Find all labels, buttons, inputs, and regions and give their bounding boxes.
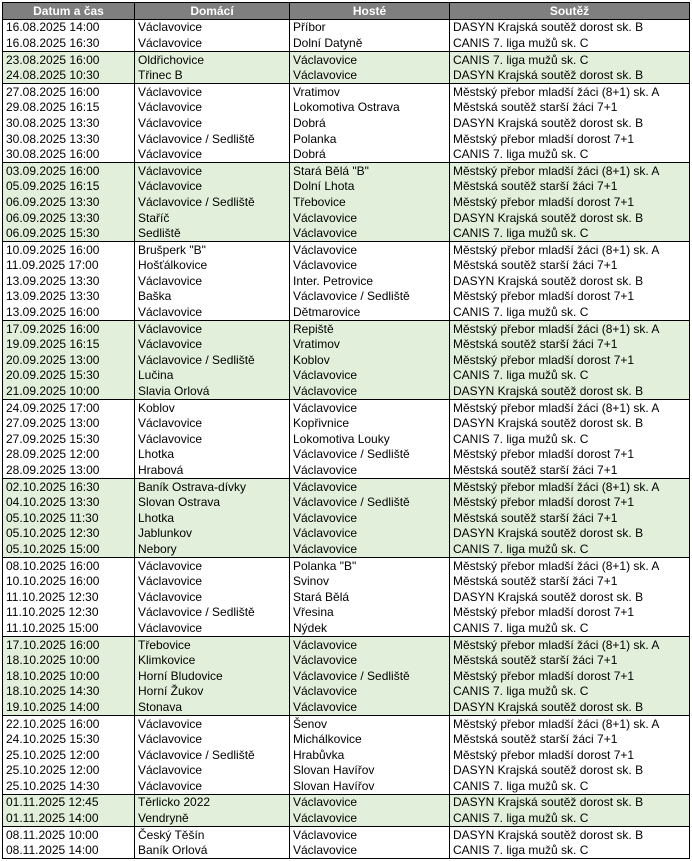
competition: Městský přebor mladší dorost 7+1 bbox=[450, 131, 690, 147]
home-team: Václavovice bbox=[135, 557, 290, 573]
home-team: Klimkovice bbox=[135, 652, 290, 668]
competition: Městský přebor mladší žáci (8+1) sk. A bbox=[450, 399, 690, 415]
home-team: Václavovice bbox=[135, 320, 290, 336]
table-row bbox=[3, 731, 690, 747]
away-team: Václavovice bbox=[290, 478, 450, 494]
home-team: Václavovice / Sedliště bbox=[135, 131, 290, 147]
table-row bbox=[3, 383, 690, 399]
competition: CANIS 7. liga mužů sk. C bbox=[450, 778, 690, 794]
match-datetime: 05.10.2025 12:30 bbox=[3, 526, 135, 542]
home-team: Václavovice / Sedliště bbox=[135, 747, 290, 763]
home-team: Lhotka bbox=[135, 447, 290, 463]
away-team: Václavovice / Sedliště bbox=[290, 289, 450, 305]
home-team: Oldřichovice bbox=[135, 51, 290, 67]
competition: Městská soutěž starší žáci 7+1 bbox=[450, 510, 690, 526]
home-team: Český Těšín bbox=[135, 826, 290, 842]
competition: Městská soutěž starší žáci 7+1 bbox=[450, 179, 690, 195]
match-datetime: 05.09.2025 16:15 bbox=[3, 179, 135, 195]
table-row bbox=[3, 210, 690, 226]
competition: Městský přebor mladší žáci (8+1) sk. A bbox=[450, 478, 690, 494]
match-datetime: 05.10.2025 11:30 bbox=[3, 510, 135, 526]
competition: Městský přebor mladší dorost 7+1 bbox=[450, 747, 690, 763]
home-team: Václavovice bbox=[135, 778, 290, 794]
competition: Městský přebor mladší dorost 7+1 bbox=[450, 494, 690, 510]
home-team: Hošťálkovice bbox=[135, 258, 290, 274]
competition: Městská soutěž starší žáci 7+1 bbox=[450, 258, 690, 274]
competition: Městský přebor mladší žáci (8+1) sk. A bbox=[450, 636, 690, 652]
match-datetime: 22.10.2025 16:00 bbox=[3, 715, 135, 731]
competition: CANIS 7. liga mužů sk. C bbox=[450, 620, 690, 636]
home-team: Václavovice bbox=[135, 162, 290, 178]
table-row bbox=[3, 67, 690, 83]
home-team: Stonava bbox=[135, 699, 290, 715]
away-team: Šenov bbox=[290, 715, 450, 731]
away-team: Václavovice bbox=[290, 526, 450, 542]
match-datetime: 25.10.2025 12:00 bbox=[3, 747, 135, 763]
home-team: Václavovice bbox=[135, 589, 290, 605]
away-team: Nýdek bbox=[290, 620, 450, 636]
table-row bbox=[3, 478, 690, 494]
table-row bbox=[3, 462, 690, 478]
home-team: Jablunkov bbox=[135, 526, 290, 542]
competition: Městský přebor mladší dorost 7+1 bbox=[450, 194, 690, 210]
away-team: Václavovice bbox=[290, 383, 450, 399]
home-team: Václavovice bbox=[135, 100, 290, 116]
table-row bbox=[3, 83, 690, 99]
table-header bbox=[3, 3, 690, 20]
table-row bbox=[3, 636, 690, 652]
competition: CANIS 7. liga mužů sk. C bbox=[450, 810, 690, 826]
match-datetime: 18.10.2025 14:30 bbox=[3, 684, 135, 700]
home-team: Václavovice bbox=[135, 304, 290, 320]
away-team: Václavovice bbox=[290, 842, 450, 858]
match-datetime: 27.09.2025 13:00 bbox=[3, 415, 135, 431]
away-team: Václavovice bbox=[290, 210, 450, 226]
away-team: Dobrá bbox=[290, 146, 450, 162]
competition: DASYN Krajská soutěž dorost sk. B bbox=[450, 383, 690, 399]
competition: Městská soutěž starší žáci 7+1 bbox=[450, 100, 690, 116]
away-team: Václavovice bbox=[290, 794, 450, 810]
away-team: Polanka bbox=[290, 131, 450, 147]
table-row bbox=[3, 557, 690, 573]
away-team: Vratimov bbox=[290, 336, 450, 352]
match-datetime: 16.08.2025 14:00 bbox=[3, 19, 135, 35]
table-row bbox=[3, 336, 690, 352]
home-team: Nebory bbox=[135, 541, 290, 557]
competition: Městská soutěž starší žáci 7+1 bbox=[450, 573, 690, 589]
home-team: Václavovice bbox=[135, 273, 290, 289]
table-row bbox=[3, 842, 690, 858]
match-datetime: 08.11.2025 10:00 bbox=[3, 826, 135, 842]
away-team: Vratimov bbox=[290, 83, 450, 99]
table-row bbox=[3, 684, 690, 700]
table-row bbox=[3, 415, 690, 431]
home-team: Baník Ostrava-dívky bbox=[135, 478, 290, 494]
match-datetime: 29.08.2025 16:15 bbox=[3, 100, 135, 116]
competition: CANIS 7. liga mužů sk. C bbox=[450, 146, 690, 162]
competition: CANIS 7. liga mužů sk. C bbox=[450, 35, 690, 51]
match-datetime: 21.09.2025 10:00 bbox=[3, 383, 135, 399]
table-row bbox=[3, 352, 690, 368]
match-datetime: 10.09.2025 16:00 bbox=[3, 241, 135, 257]
away-team: Lokomotiva Ostrava bbox=[290, 100, 450, 116]
away-team: Václavovice bbox=[290, 241, 450, 257]
table-row bbox=[3, 763, 690, 779]
match-datetime: 25.10.2025 14:30 bbox=[3, 778, 135, 794]
table-row bbox=[3, 19, 690, 35]
match-datetime: 02.10.2025 16:30 bbox=[3, 478, 135, 494]
header-row bbox=[3, 3, 690, 20]
table-body bbox=[3, 19, 690, 858]
table-row bbox=[3, 526, 690, 542]
home-team: Václavovice bbox=[135, 431, 290, 447]
table-row bbox=[3, 573, 690, 589]
competition: DASYN Krajská soutěž dorost sk. B bbox=[450, 763, 690, 779]
home-team: Hrabová bbox=[135, 462, 290, 478]
header-home-team: Domácí bbox=[135, 3, 290, 20]
home-team: Baška bbox=[135, 289, 290, 305]
competition: Městský přebor mladší dorost 7+1 bbox=[450, 605, 690, 621]
table-row bbox=[3, 131, 690, 147]
match-datetime: 18.10.2025 10:00 bbox=[3, 668, 135, 684]
header-datetime: Datum a čas bbox=[3, 3, 135, 20]
away-team: Dobrá bbox=[290, 115, 450, 131]
away-team: Václavovice bbox=[290, 636, 450, 652]
home-team: Václavovice bbox=[135, 83, 290, 99]
home-team: Staříč bbox=[135, 210, 290, 226]
home-team: Václavovice bbox=[135, 179, 290, 195]
competition: DASYN Krajská soutěž dorost sk. B bbox=[450, 526, 690, 542]
away-team: Koblov bbox=[290, 352, 450, 368]
competition: CANIS 7. liga mužů sk. C bbox=[450, 368, 690, 384]
away-team: Kopřivnice bbox=[290, 415, 450, 431]
away-team: Třebovice bbox=[290, 194, 450, 210]
table-row bbox=[3, 194, 690, 210]
home-team: Václavovice bbox=[135, 763, 290, 779]
away-team: Václavovice bbox=[290, 225, 450, 241]
away-team: Václavovice bbox=[290, 67, 450, 83]
table-row bbox=[3, 258, 690, 274]
competition: CANIS 7. liga mužů sk. C bbox=[450, 541, 690, 557]
match-datetime: 20.09.2025 13:00 bbox=[3, 352, 135, 368]
table-row bbox=[3, 225, 690, 241]
match-datetime: 01.11.2025 12:45 bbox=[3, 794, 135, 810]
match-schedule-table bbox=[2, 2, 690, 859]
competition: CANIS 7. liga mužů sk. C bbox=[450, 684, 690, 700]
table-row bbox=[3, 399, 690, 415]
match-datetime: 06.09.2025 15:30 bbox=[3, 225, 135, 241]
match-datetime: 28.09.2025 12:00 bbox=[3, 447, 135, 463]
away-team: Václavovice bbox=[290, 684, 450, 700]
competition: DASYN Krajská soutěž dorost sk. B bbox=[450, 826, 690, 842]
home-team: Václavovice bbox=[135, 731, 290, 747]
match-datetime: 08.10.2025 16:00 bbox=[3, 557, 135, 573]
home-team: Slovan Ostrava bbox=[135, 494, 290, 510]
home-team: Těrlicko 2022 bbox=[135, 794, 290, 810]
home-team: Václavovice bbox=[135, 715, 290, 731]
away-team: Václavovice bbox=[290, 541, 450, 557]
away-team: Michálkovice bbox=[290, 731, 450, 747]
home-team: Václavovice / Sedliště bbox=[135, 194, 290, 210]
home-team: Lučina bbox=[135, 368, 290, 384]
match-datetime: 03.09.2025 16:00 bbox=[3, 162, 135, 178]
away-team: Václavovice bbox=[290, 258, 450, 274]
match-datetime: 11.10.2025 12:30 bbox=[3, 589, 135, 605]
table-row bbox=[3, 368, 690, 384]
competition: Městská soutěž starší žáci 7+1 bbox=[450, 462, 690, 478]
home-team: Horní Žukov bbox=[135, 684, 290, 700]
table-row bbox=[3, 747, 690, 763]
home-team: Vendryně bbox=[135, 810, 290, 826]
away-team: Václavovice bbox=[290, 699, 450, 715]
home-team: Brušperk "B" bbox=[135, 241, 290, 257]
match-datetime: 24.10.2025 15:30 bbox=[3, 731, 135, 747]
match-datetime: 06.09.2025 13:30 bbox=[3, 194, 135, 210]
competition: Městský přebor mladší dorost 7+1 bbox=[450, 447, 690, 463]
table-row bbox=[3, 51, 690, 67]
match-datetime: 11.09.2025 17:00 bbox=[3, 258, 135, 274]
header-competition: Soutěž bbox=[450, 3, 690, 20]
table-row bbox=[3, 589, 690, 605]
match-datetime: 20.09.2025 15:30 bbox=[3, 368, 135, 384]
match-datetime: 11.10.2025 12:30 bbox=[3, 605, 135, 621]
table-row bbox=[3, 241, 690, 257]
away-team: Václavovice bbox=[290, 810, 450, 826]
away-team: Dolní Lhota bbox=[290, 179, 450, 195]
away-team: Václavovice bbox=[290, 462, 450, 478]
home-team: Václavovice bbox=[135, 336, 290, 352]
competition: Městský přebor mladší žáci (8+1) sk. A bbox=[450, 715, 690, 731]
competition: Městský přebor mladší dorost 7+1 bbox=[450, 668, 690, 684]
away-team: Václavovice / Sedliště bbox=[290, 447, 450, 463]
competition: CANIS 7. liga mužů sk. C bbox=[450, 51, 690, 67]
away-team: Hrabůvka bbox=[290, 747, 450, 763]
table-row bbox=[3, 810, 690, 826]
match-datetime: 13.09.2025 16:00 bbox=[3, 304, 135, 320]
home-team: Slavia Orlová bbox=[135, 383, 290, 399]
table-row bbox=[3, 494, 690, 510]
home-team: Václavovice bbox=[135, 415, 290, 431]
match-datetime: 01.11.2025 14:00 bbox=[3, 810, 135, 826]
home-team: Koblov bbox=[135, 399, 290, 415]
home-team: Václavovice bbox=[135, 19, 290, 35]
table-row bbox=[3, 304, 690, 320]
table-row bbox=[3, 794, 690, 810]
away-team: Václavovice bbox=[290, 652, 450, 668]
match-datetime: 18.10.2025 10:00 bbox=[3, 652, 135, 668]
match-datetime: 16.08.2025 16:30 bbox=[3, 35, 135, 51]
away-team: Inter. Petrovice bbox=[290, 273, 450, 289]
home-team: Baník Orlová bbox=[135, 842, 290, 858]
home-team: Václavovice bbox=[135, 35, 290, 51]
home-team: Václavovice bbox=[135, 115, 290, 131]
match-datetime: 19.09.2025 16:15 bbox=[3, 336, 135, 352]
competition: DASYN Krajská soutěž dorost sk. B bbox=[450, 210, 690, 226]
away-team: Svinov bbox=[290, 573, 450, 589]
competition: CANIS 7. liga mužů sk. C bbox=[450, 304, 690, 320]
table-row bbox=[3, 778, 690, 794]
table-row bbox=[3, 447, 690, 463]
away-team: Příbor bbox=[290, 19, 450, 35]
away-team: Stará Bělá bbox=[290, 589, 450, 605]
competition: Městský přebor mladší žáci (8+1) sk. A bbox=[450, 162, 690, 178]
table-row bbox=[3, 146, 690, 162]
competition: Městská soutěž starší žáci 7+1 bbox=[450, 731, 690, 747]
away-team: Václavovice bbox=[290, 510, 450, 526]
home-team: Sedliště bbox=[135, 225, 290, 241]
match-datetime: 13.09.2025 13:30 bbox=[3, 289, 135, 305]
match-datetime: 13.09.2025 13:30 bbox=[3, 273, 135, 289]
match-datetime: 27.09.2025 15:30 bbox=[3, 431, 135, 447]
home-team: Václavovice / Sedliště bbox=[135, 352, 290, 368]
match-datetime: 19.10.2025 14:00 bbox=[3, 699, 135, 715]
competition: CANIS 7. liga mužů sk. C bbox=[450, 842, 690, 858]
match-datetime: 05.10.2025 15:00 bbox=[3, 541, 135, 557]
table-row bbox=[3, 35, 690, 51]
away-team: Dětmarovice bbox=[290, 304, 450, 320]
competition: DASYN Krajská soutěž dorost sk. B bbox=[450, 19, 690, 35]
match-datetime: 27.08.2025 16:00 bbox=[3, 83, 135, 99]
competition: CANIS 7. liga mužů sk. C bbox=[450, 431, 690, 447]
match-datetime: 28.09.2025 13:00 bbox=[3, 462, 135, 478]
match-datetime: 04.10.2025 13:30 bbox=[3, 494, 135, 510]
match-datetime: 10.10.2025 16:00 bbox=[3, 573, 135, 589]
away-team: Václavovice bbox=[290, 368, 450, 384]
match-datetime: 06.09.2025 13:30 bbox=[3, 210, 135, 226]
home-team: Václavovice bbox=[135, 620, 290, 636]
home-team: Třinec B bbox=[135, 67, 290, 83]
competition: DASYN Krajská soutěž dorost sk. B bbox=[450, 794, 690, 810]
away-team: Václavovice bbox=[290, 399, 450, 415]
table-row bbox=[3, 668, 690, 684]
competition: Městský přebor mladší dorost 7+1 bbox=[450, 289, 690, 305]
competition: DASYN Krajská soutěž dorost sk. B bbox=[450, 115, 690, 131]
away-team: Václavovice bbox=[290, 51, 450, 67]
competition: Městský přebor mladší žáci (8+1) sk. A bbox=[450, 241, 690, 257]
competition: DASYN Krajská soutěž dorost sk. B bbox=[450, 415, 690, 431]
competition: CANIS 7. liga mužů sk. C bbox=[450, 225, 690, 241]
match-datetime: 17.10.2025 16:00 bbox=[3, 636, 135, 652]
home-team: Václavovice / Sedliště bbox=[135, 605, 290, 621]
table-row bbox=[3, 605, 690, 621]
table-row bbox=[3, 510, 690, 526]
match-datetime: 30.08.2025 13:30 bbox=[3, 131, 135, 147]
table-row bbox=[3, 826, 690, 842]
match-datetime: 08.11.2025 14:00 bbox=[3, 842, 135, 858]
competition: Městský přebor mladší žáci (8+1) sk. A bbox=[450, 557, 690, 573]
table-row bbox=[3, 620, 690, 636]
competition: DASYN Krajská soutěž dorost sk. B bbox=[450, 67, 690, 83]
competition: Městská soutěž starší žáci 7+1 bbox=[450, 336, 690, 352]
away-team: Repiště bbox=[290, 320, 450, 336]
table-row bbox=[3, 115, 690, 131]
away-team: Stará Bělá "B" bbox=[290, 162, 450, 178]
match-datetime: 25.10.2025 12:00 bbox=[3, 763, 135, 779]
home-team: Lhotka bbox=[135, 510, 290, 526]
away-team: Dolní Datyně bbox=[290, 35, 450, 51]
table-row bbox=[3, 652, 690, 668]
match-datetime: 24.08.2025 10:30 bbox=[3, 67, 135, 83]
away-team: Václavovice bbox=[290, 826, 450, 842]
away-team: Slovan Havířov bbox=[290, 763, 450, 779]
away-team: Slovan Havířov bbox=[290, 778, 450, 794]
competition: Městský přebor mladší žáci (8+1) sk. A bbox=[450, 83, 690, 99]
table-row bbox=[3, 699, 690, 715]
competition: DASYN Krajská soutěž dorost sk. B bbox=[450, 699, 690, 715]
match-datetime: 30.08.2025 16:00 bbox=[3, 146, 135, 162]
table-row bbox=[3, 162, 690, 178]
match-datetime: 17.09.2025 16:00 bbox=[3, 320, 135, 336]
match-datetime: 30.08.2025 13:30 bbox=[3, 115, 135, 131]
table-row bbox=[3, 320, 690, 336]
away-team: Lokomotiva Louky bbox=[290, 431, 450, 447]
home-team: Václavovice bbox=[135, 573, 290, 589]
match-datetime: 24.09.2025 17:00 bbox=[3, 399, 135, 415]
header-away-team: Hosté bbox=[290, 3, 450, 20]
competition: Městská soutěž starší žáci 7+1 bbox=[450, 652, 690, 668]
away-team: Václavovice / Sedliště bbox=[290, 668, 450, 684]
competition: DASYN Krajská soutěž dorost sk. B bbox=[450, 273, 690, 289]
competition: Městský přebor mladší dorost 7+1 bbox=[450, 352, 690, 368]
table-row bbox=[3, 273, 690, 289]
table-row bbox=[3, 715, 690, 731]
table-row bbox=[3, 289, 690, 305]
home-team: Horní Bludovice bbox=[135, 668, 290, 684]
match-datetime: 11.10.2025 15:00 bbox=[3, 620, 135, 636]
home-team: Třebovice bbox=[135, 636, 290, 652]
table-row bbox=[3, 100, 690, 116]
away-team: Vřesina bbox=[290, 605, 450, 621]
match-datetime: 23.08.2025 16:00 bbox=[3, 51, 135, 67]
competition: Městský přebor mladší žáci (8+1) sk. A bbox=[450, 320, 690, 336]
away-team: Václavovice / Sedliště bbox=[290, 494, 450, 510]
away-team: Polanka "B" bbox=[290, 557, 450, 573]
table-row bbox=[3, 431, 690, 447]
competition: DASYN Krajská soutěž dorost sk. B bbox=[450, 589, 690, 605]
table-row bbox=[3, 179, 690, 195]
table-row bbox=[3, 541, 690, 557]
home-team: Václavovice bbox=[135, 146, 290, 162]
